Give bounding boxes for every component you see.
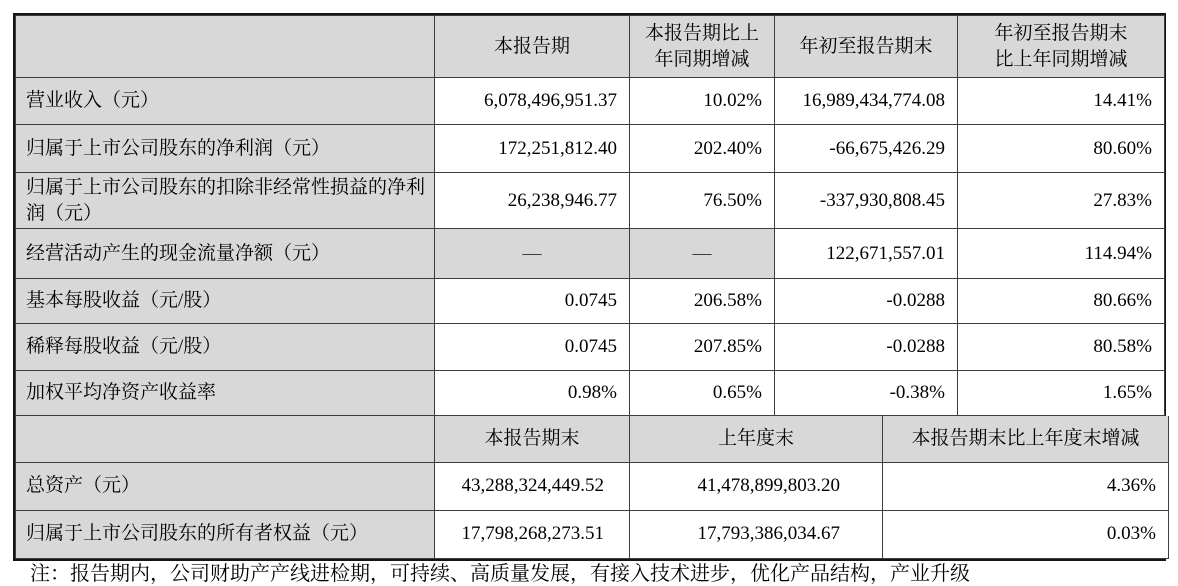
empty-value-dash: — — [435, 229, 630, 279]
metric-value: 207.85% — [630, 324, 775, 371]
metric-value: 43,288,324,449.52 — [435, 462, 630, 510]
metric-value: 0.0745 — [435, 324, 630, 371]
metric-value: 17,793,386,034.67 — [630, 510, 883, 558]
table-row — [16, 125, 1165, 173]
table-row — [16, 229, 1165, 279]
row-label: 归属于上市公司股东的净利润（元） — [16, 125, 435, 173]
metric-value: -0.38% — [775, 371, 958, 416]
corner-cell — [16, 16, 435, 78]
row-label: 基本每股收益（元/股） — [16, 279, 435, 324]
key-metrics-table — [15, 15, 1165, 416]
metric-value: 80.66% — [958, 279, 1165, 324]
metric-value: 0.0745 — [435, 279, 630, 324]
footnote-text: 注：报告期内，公司财助产产线进检期，可持续、高质量发展，有接入技术进步，优化产品结构，产业升级 — [30, 563, 970, 585]
table-header-row — [16, 416, 1169, 462]
table-header-row — [16, 16, 1165, 78]
metric-value: 0.98% — [435, 371, 630, 416]
column-header: 本报告期末 — [435, 416, 630, 462]
row-label: 经营活动产生的现金流量净额（元） — [16, 229, 435, 279]
column-header: 上年度末 — [630, 416, 883, 462]
metric-value: 172,251,812.40 — [435, 125, 630, 173]
metric-value: 0.03% — [883, 510, 1169, 558]
metric-value: 76.50% — [630, 173, 775, 229]
metric-value: 80.60% — [958, 125, 1165, 173]
metric-value: 17,798,268,273.51 — [435, 510, 630, 558]
balance-metrics-table — [15, 416, 1169, 559]
metric-value: 122,671,557.01 — [775, 229, 958, 279]
table-row — [16, 324, 1165, 371]
row-label: 加权平均净资产收益率 — [16, 371, 435, 416]
table-row — [16, 371, 1165, 416]
metric-value: 14.41% — [958, 78, 1165, 125]
metric-value: 80.58% — [958, 324, 1165, 371]
row-label: 稀释每股收益（元/股） — [16, 324, 435, 371]
column-header: 本报告期比上年同期增减 — [630, 16, 775, 78]
metric-value: 202.40% — [630, 125, 775, 173]
column-header: 本报告期末比上年度末增减 — [883, 416, 1169, 462]
metric-value: -0.0288 — [775, 324, 958, 371]
table-row — [16, 78, 1165, 125]
row-label: 总资产（元） — [16, 462, 435, 510]
metric-value: 1.65% — [958, 371, 1165, 416]
row-label: 营业收入（元） — [16, 78, 435, 125]
row-label: 归属于上市公司股东的扣除非经常性损益的净利润（元） — [16, 173, 435, 229]
table-row — [16, 462, 1169, 510]
metric-value: 27.83% — [958, 173, 1165, 229]
metric-value: 41,478,899,803.20 — [630, 462, 883, 510]
table-row — [16, 279, 1165, 324]
metric-value: -0.0288 — [775, 279, 958, 324]
metric-value: 6,078,496,951.37 — [435, 78, 630, 125]
metric-value: 16,989,434,774.08 — [775, 78, 958, 125]
financial-summary-table — [13, 13, 1166, 561]
row-label: 归属于上市公司股东的所有者权益（元） — [16, 510, 435, 558]
metric-value: 10.02% — [630, 78, 775, 125]
metric-value: 26,238,946.77 — [435, 173, 630, 229]
column-header: 本报告期 — [435, 16, 630, 78]
column-header: 年初至报告期末比上年同期增减 — [958, 16, 1165, 78]
metric-value: -337,930,808.45 — [775, 173, 958, 229]
metric-value: 206.58% — [630, 279, 775, 324]
column-header: 年初至报告期末 — [775, 16, 958, 78]
table-row — [16, 173, 1165, 229]
metric-value: 0.65% — [630, 371, 775, 416]
metric-value: 4.36% — [883, 462, 1169, 510]
corner-cell — [16, 416, 435, 462]
empty-value-dash: — — [630, 229, 775, 279]
metric-value: 114.94% — [958, 229, 1165, 279]
table-row — [16, 510, 1169, 558]
metric-value: -66,675,426.29 — [775, 125, 958, 173]
